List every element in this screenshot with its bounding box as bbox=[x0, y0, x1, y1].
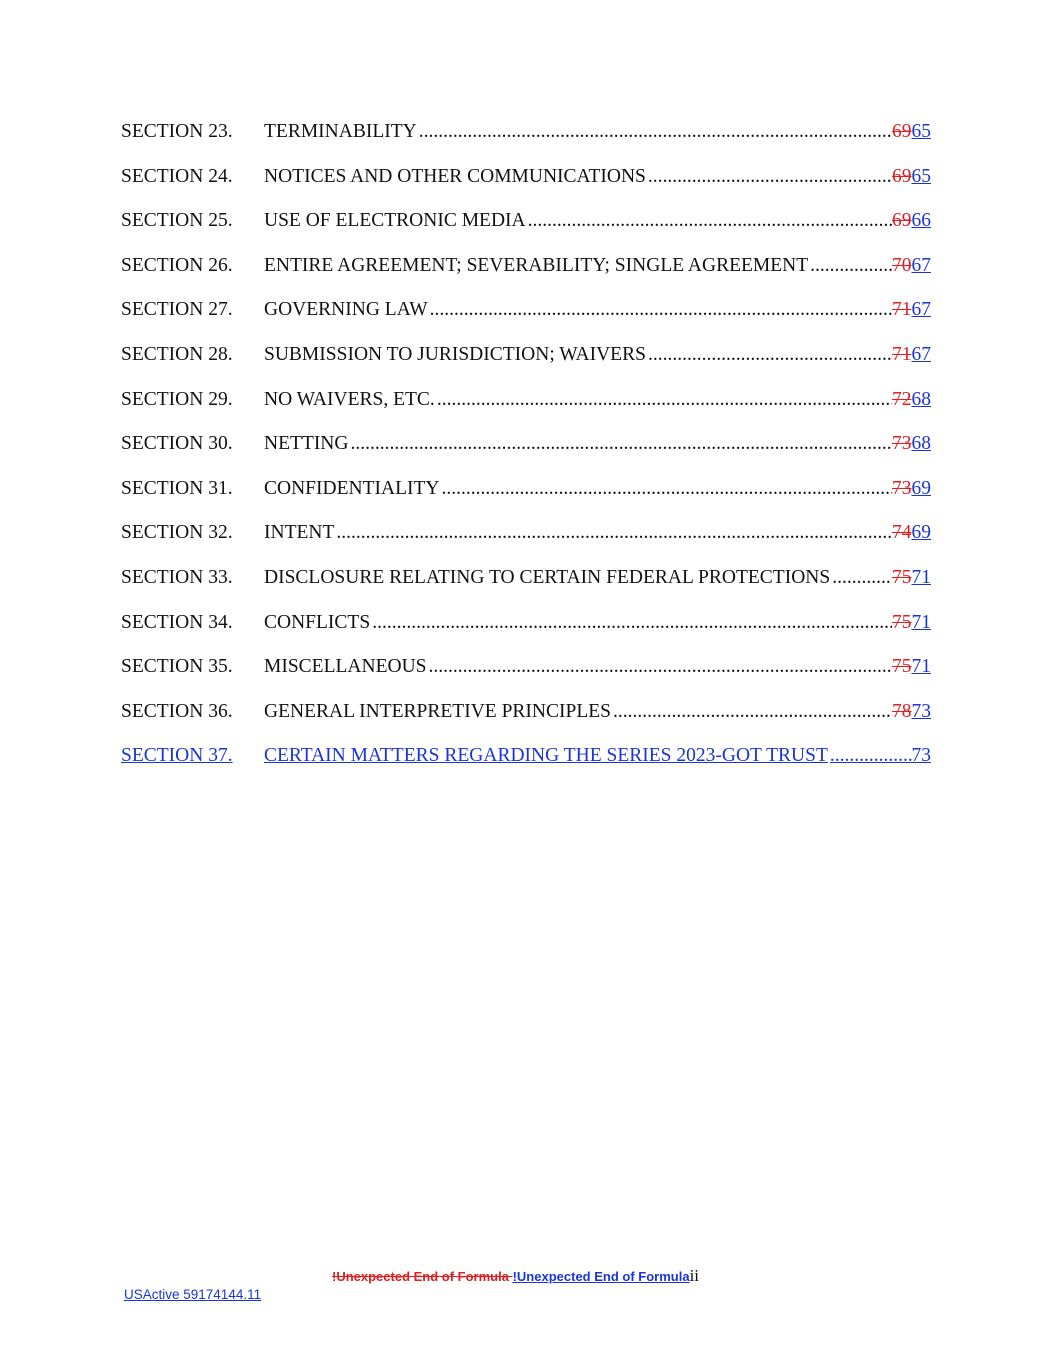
deleted-formula-text: !Unexpected End of Formula bbox=[332, 1269, 509, 1284]
toc-page-ref bbox=[892, 344, 931, 366]
toc-section-title-wrap bbox=[264, 612, 892, 634]
toc-page-ref bbox=[892, 701, 931, 723]
toc-entry[interactable] bbox=[121, 389, 931, 434]
inserted-page-number[interactable]: 68 bbox=[911, 388, 931, 410]
toc-section-title: DISCLOSURE RELATING TO CERTAIN FEDERAL PROTECTIONS bbox=[264, 566, 831, 588]
inserted-page-number[interactable]: 68 bbox=[911, 433, 931, 455]
dot-leader bbox=[430, 299, 892, 321]
inserted-page-number[interactable]: 71 bbox=[911, 611, 931, 633]
toc-section-title-wrap bbox=[264, 745, 912, 767]
inserted-page-number[interactable]: 65 bbox=[911, 121, 931, 142]
toc-section-number: SECTION 30. bbox=[121, 433, 233, 455]
footer-field-code bbox=[332, 1266, 699, 1286]
toc-entry[interactable] bbox=[121, 701, 931, 746]
deleted-page-number: 78 bbox=[892, 700, 912, 722]
toc-page-ref bbox=[892, 612, 931, 634]
toc-entry-inserted[interactable] bbox=[121, 745, 931, 790]
toc-section-title-wrap bbox=[264, 567, 892, 589]
deleted-page-number: 74 bbox=[892, 522, 912, 544]
toc-page-ref bbox=[892, 121, 931, 143]
deleted-page-number: 75 bbox=[892, 656, 912, 678]
toc-section-number: SECTION 31. bbox=[121, 477, 233, 499]
toc-section-title-wrap bbox=[264, 433, 892, 455]
toc-section-title: NOTICES AND OTHER COMMUNICATIONS bbox=[264, 165, 646, 187]
deleted-page-number: 71 bbox=[892, 343, 912, 365]
deleted-page-number: 69 bbox=[892, 210, 912, 232]
toc-section-title: CERTAIN MATTERS REGARDING THE SERIES 2023-GOT TRUST bbox=[264, 745, 828, 767]
dot-leader bbox=[429, 656, 892, 678]
inserted-page-number[interactable]: 69 bbox=[911, 477, 931, 499]
toc-section-title: NO WAIVERS, ETC. bbox=[264, 388, 435, 410]
deleted-page-number: 69 bbox=[892, 165, 912, 187]
deleted-page-number: 75 bbox=[892, 611, 912, 633]
toc-section-title-wrap bbox=[264, 121, 892, 143]
toc-section-number: SECTION 24. bbox=[121, 165, 233, 187]
inserted-page-number[interactable]: 69 bbox=[911, 522, 931, 544]
toc-entry[interactable] bbox=[121, 656, 931, 701]
dot-leader bbox=[441, 478, 892, 500]
toc-section-number: SECTION 34. bbox=[121, 611, 233, 633]
toc-entry[interactable] bbox=[121, 567, 931, 612]
toc-section-title-wrap bbox=[264, 389, 892, 411]
toc-section-title: MISCELLANEOUS bbox=[264, 656, 427, 678]
toc-page-ref bbox=[892, 299, 931, 321]
toc-section-title: GENERAL INTERPRETIVE PRINCIPLES bbox=[264, 700, 612, 722]
deleted-page-number: 69 bbox=[892, 121, 912, 142]
toc-section-title: ENTIRE AGREEMENT; SEVERABILITY; SINGLE AGREEMENT bbox=[264, 254, 809, 276]
deleted-page-number: 73 bbox=[892, 477, 912, 499]
dot-leader bbox=[832, 567, 892, 589]
toc-page-ref: 73 bbox=[911, 745, 931, 767]
toc-section-number: SECTION 29. bbox=[121, 388, 233, 410]
toc-section-number: SECTION 35. bbox=[121, 656, 233, 678]
toc-entry[interactable] bbox=[121, 612, 931, 657]
deleted-page-number: 70 bbox=[892, 254, 912, 276]
inserted-page-number[interactable]: 67 bbox=[911, 343, 931, 365]
toc-section-title-wrap bbox=[264, 255, 892, 277]
deleted-page-number: 71 bbox=[892, 299, 912, 321]
toc-section-title-wrap bbox=[264, 478, 892, 500]
dot-leader bbox=[350, 433, 892, 455]
toc-page-ref bbox=[892, 389, 931, 411]
toc-entry[interactable] bbox=[121, 166, 931, 211]
toc-page-ref bbox=[892, 166, 931, 188]
toc-entry[interactable] bbox=[121, 255, 931, 300]
toc-section-title-wrap bbox=[264, 344, 892, 366]
deleted-page-number: 72 bbox=[892, 388, 912, 410]
toc-section-title-wrap bbox=[264, 656, 892, 678]
dot-leader bbox=[372, 612, 892, 634]
dot-leader bbox=[613, 701, 892, 723]
toc-section-number: SECTION 28. bbox=[121, 343, 233, 365]
toc-section-number: SECTION 36. bbox=[121, 700, 233, 722]
dot-leader bbox=[648, 344, 892, 366]
inserted-page-number[interactable]: 71 bbox=[911, 566, 931, 588]
toc-page-ref bbox=[892, 522, 931, 544]
deleted-page-number: 75 bbox=[892, 566, 912, 588]
toc-section-number: SECTION 37. bbox=[121, 745, 233, 767]
toc-page-ref bbox=[892, 255, 931, 277]
inserted-page-number[interactable]: 67 bbox=[911, 254, 931, 276]
toc-section-number: SECTION 27. bbox=[121, 299, 233, 321]
toc-section-title: INTENT bbox=[264, 522, 335, 544]
toc-section-title: TERMINABILITY bbox=[264, 121, 417, 142]
toc-section-number: SECTION 25. bbox=[121, 210, 233, 232]
toc-entry[interactable] bbox=[121, 522, 931, 567]
dot-leader bbox=[528, 210, 892, 232]
toc-page-ref bbox=[892, 433, 931, 455]
dot-leader bbox=[648, 166, 892, 188]
toc-section-title-wrap bbox=[264, 166, 892, 188]
toc-entry[interactable] bbox=[121, 299, 931, 344]
toc-section-title: GOVERNING LAW bbox=[264, 299, 428, 321]
toc-section-title: CONFIDENTIALITY bbox=[264, 477, 440, 499]
toc-section-title: SUBMISSION TO JURISDICTION; WAIVERS bbox=[264, 343, 646, 365]
deleted-page-number: 73 bbox=[892, 433, 912, 455]
toc-section-number: SECTION 26. bbox=[121, 254, 233, 276]
inserted-formula-text: !Unexpected End of Formula bbox=[512, 1269, 690, 1284]
toc-section-title: CONFLICTS bbox=[264, 611, 371, 633]
toc-entry[interactable] bbox=[121, 344, 931, 389]
dot-leader bbox=[336, 522, 892, 544]
toc-page-ref bbox=[892, 656, 931, 678]
inserted-page-number[interactable]: 71 bbox=[911, 656, 931, 678]
inserted-page-number[interactable]: 65 bbox=[911, 165, 931, 187]
dot-leader bbox=[810, 255, 892, 277]
toc-page-ref bbox=[892, 210, 931, 232]
toc-page-ref bbox=[892, 478, 931, 500]
page-number: ii bbox=[689, 1266, 700, 1285]
toc-section-title: USE OF ELECTRONIC MEDIA bbox=[264, 210, 526, 232]
document-id: USActive 59174144.11 bbox=[124, 1287, 262, 1302]
toc-entry[interactable] bbox=[121, 121, 931, 166]
toc-section-number: SECTION 32. bbox=[121, 522, 233, 544]
inserted-page-number[interactable]: 66 bbox=[911, 210, 931, 232]
dot-leader bbox=[437, 389, 892, 411]
toc-section-title-wrap bbox=[264, 701, 892, 723]
inserted-page-number[interactable]: 67 bbox=[911, 299, 931, 321]
inserted-page-number[interactable]: 73 bbox=[911, 700, 931, 722]
toc-section-title: NETTING bbox=[264, 433, 349, 455]
toc-section-title-wrap bbox=[264, 210, 892, 232]
toc-section-number: SECTION 33. bbox=[121, 566, 233, 588]
dot-leader bbox=[419, 121, 892, 143]
toc-section-title-wrap bbox=[264, 522, 892, 544]
toc-section-number: SECTION 23. bbox=[121, 121, 233, 142]
table-of-contents bbox=[121, 121, 931, 790]
toc-entry[interactable] bbox=[121, 478, 931, 523]
toc-entry[interactable] bbox=[121, 210, 931, 255]
toc-section-title-wrap bbox=[264, 299, 892, 321]
dot-leader bbox=[830, 745, 912, 767]
toc-page-ref bbox=[892, 567, 931, 589]
toc-entry[interactable] bbox=[121, 433, 931, 478]
